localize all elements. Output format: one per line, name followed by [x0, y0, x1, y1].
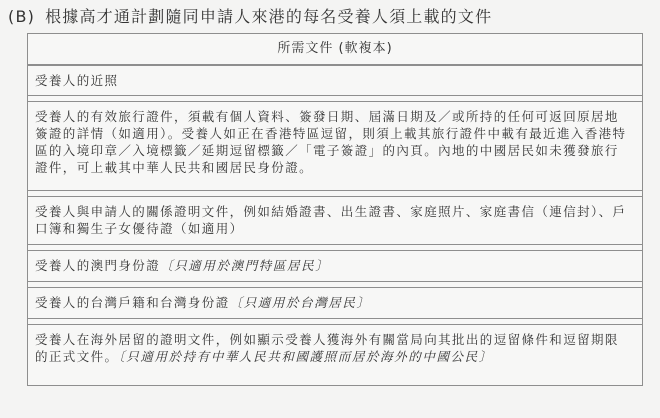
- row-text: 受養人的澳門身份證: [35, 258, 161, 273]
- row-note: 〔只適用於澳門特區居民〕: [160, 258, 330, 273]
- row-text: 受養人與申請人的關係證明文件，例如結婚證書、出生證書、家庭照片、家庭書信（連信封）、戶口簿和獨生子女優待證（如適用）: [35, 204, 627, 236]
- row-note: 〔只適用於持有中華人民共和國護照而居於海外的中國公民〕: [118, 349, 493, 364]
- section-label: (B): [8, 7, 36, 26]
- row-note: 〔只適用於台灣居民〕: [229, 295, 371, 310]
- table-row: [28, 65, 642, 95]
- table-row: [28, 250, 642, 281]
- table-row: [28, 287, 642, 318]
- table-row: [28, 324, 642, 385]
- table-row: [28, 101, 642, 190]
- section-heading: [8, 6, 654, 28]
- row-text: 受養人的有效旅行證件，須載有個人資料、簽發日期、屆滿日期及／或所持的任何可返回原居地簽證的詳情（如適用）。受養人如正在香港特區逗留，則須上載其旅行證件中載有最近進入香港特區的入境印章／入境標籤／延期逗留標籤／「電子簽證」的內頁。內地的中國居民如未獲發旅行證件，可上載其中華人民共和國居民身份證。: [35, 109, 627, 175]
- row-text: 受養人的近照: [35, 73, 119, 88]
- required-documents-table: [27, 33, 643, 386]
- row-text: 受養人在海外居留的證明文件，例如顯示受養人獲海外有關當局向其批出的逗留條件和逗留期限的正式文件。: [35, 332, 619, 364]
- table-header: 所需文件 (軟複本): [28, 34, 642, 65]
- row-text: 受養人的台灣戶籍和台灣身份證: [35, 295, 230, 310]
- table-row: [28, 196, 642, 244]
- section-title: 根據高才通計劃隨同申請人來港的每名受養人須上載的文件: [45, 7, 493, 26]
